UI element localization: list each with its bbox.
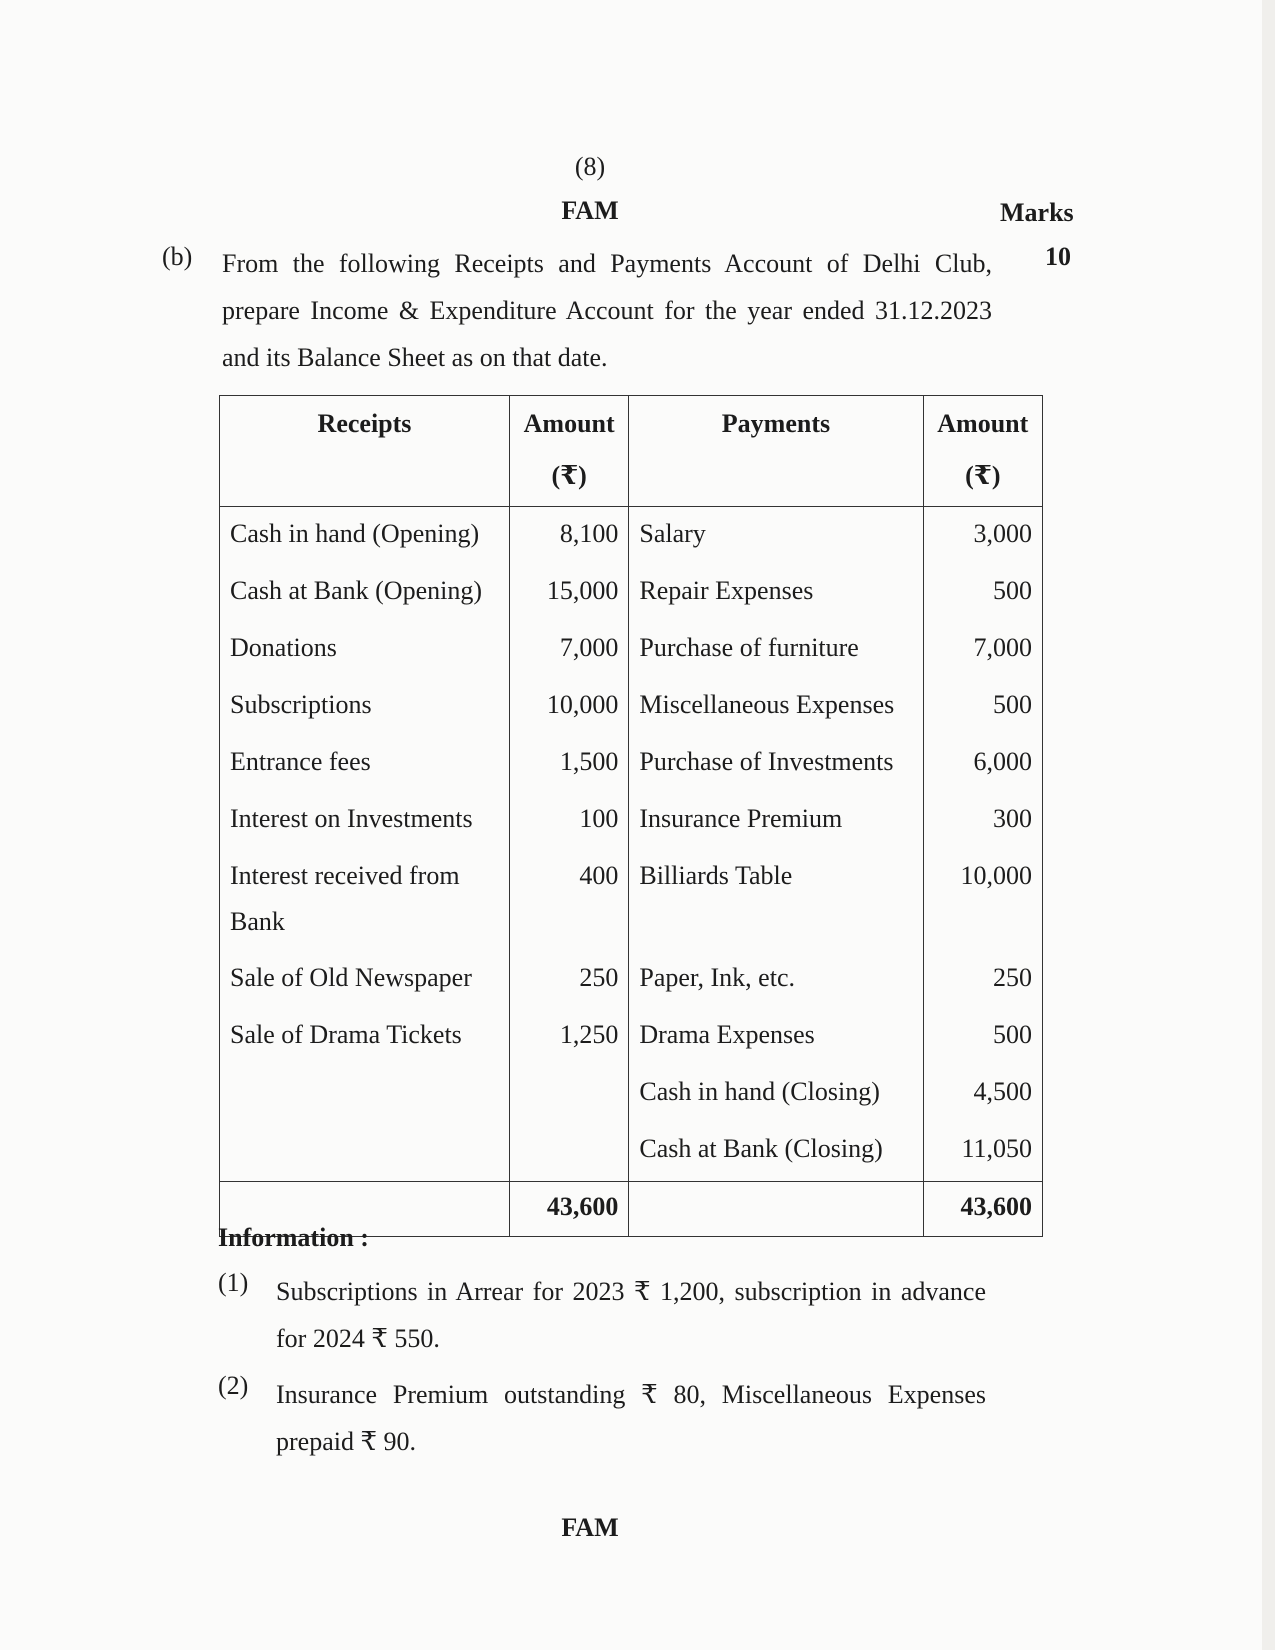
- receipts-amount-header: Amount (₹): [509, 396, 628, 507]
- payment-cell: Repair Expenses: [629, 566, 923, 623]
- table-row: [220, 1124, 1043, 1182]
- payment-amount-cell: 6,000: [923, 737, 1042, 794]
- payment-cell: Insurance Premium: [629, 794, 923, 851]
- payment-cell: Salary: [629, 507, 923, 567]
- receipt-amount-cell: 8,100: [509, 507, 628, 567]
- table-row: [220, 680, 1043, 737]
- table-row: [220, 737, 1043, 794]
- receipt-amount-cell: [509, 1124, 628, 1182]
- information-item: [218, 1268, 988, 1368]
- table-row: [220, 623, 1043, 680]
- table-row: [220, 1067, 1043, 1124]
- table-row: [220, 953, 1043, 1010]
- receipt-cell: Interest on Investments: [220, 794, 510, 851]
- receipt-amount-cell: 10,000: [509, 680, 628, 737]
- receipt-cell: Entrance fees: [220, 737, 510, 794]
- payments-total: 43,600: [923, 1182, 1042, 1237]
- information-item: [218, 1371, 988, 1471]
- page-number: (8): [574, 152, 606, 181]
- payment-amount-cell: 250: [923, 953, 1042, 1010]
- table-header-row: [220, 396, 1043, 507]
- question-marks: 10: [1045, 242, 1071, 271]
- question-label: (b): [162, 242, 193, 271]
- payment-cell: Paper, Ink, etc.: [629, 953, 923, 1010]
- table-row: [220, 794, 1043, 851]
- payment-amount-cell: 500: [923, 566, 1042, 623]
- payment-amount-cell: 300: [923, 794, 1042, 851]
- information-item-number: (2): [218, 1371, 249, 1400]
- payment-amount-cell: 10,000: [923, 851, 1042, 953]
- totals-blank-right: [629, 1182, 923, 1237]
- receipt-cell: Sale of Drama Tickets: [220, 1010, 510, 1067]
- information-item-text: Insurance Premium outstanding ₹ 80, Miscellaneous Expenses prepaid ₹ 90.: [276, 1380, 986, 1456]
- table-row: [220, 851, 1043, 953]
- payments-header: Payments: [629, 396, 923, 507]
- receipt-amount-cell: 7,000: [509, 623, 628, 680]
- receipt-cell: Sale of Old Newspaper: [220, 953, 510, 1010]
- receipts-total: 43,600: [509, 1182, 628, 1237]
- table-row: [220, 566, 1043, 623]
- marks-heading: Marks: [1000, 198, 1074, 227]
- payment-amount-cell: 7,000: [923, 623, 1042, 680]
- information-heading: Information :: [218, 1223, 369, 1252]
- receipt-cell: Interest received from Bank: [220, 851, 510, 953]
- receipt-amount-cell: 15,000: [509, 566, 628, 623]
- receipt-cell: Cash at Bank (Opening): [220, 566, 510, 623]
- receipt-amount-cell: 1,500: [509, 737, 628, 794]
- payment-amount-cell: 11,050: [923, 1124, 1042, 1182]
- receipt-cell: Donations: [220, 623, 510, 680]
- payment-amount-cell: 500: [923, 1010, 1042, 1067]
- receipt-amount-cell: [509, 1067, 628, 1124]
- payment-amount-cell: 4,500: [923, 1067, 1042, 1124]
- receipts-payments-table: [219, 395, 1043, 1237]
- receipt-amount-cell: 100: [509, 794, 628, 851]
- payment-amount-cell: 500: [923, 680, 1042, 737]
- receipt-amount-cell: 1,250: [509, 1010, 628, 1067]
- receipt-amount-cell: 250: [509, 953, 628, 1010]
- payment-cell: Drama Expenses: [629, 1010, 923, 1067]
- receipts-header: Receipts: [220, 396, 510, 507]
- payment-cell: Billiards Table: [629, 851, 923, 953]
- information-item-text: Subscriptions in Arrear for 2023 ₹ 1,200, subscription in advance for 2024 ₹ 550.: [276, 1277, 986, 1353]
- payment-cell: Cash in hand (Closing): [629, 1067, 923, 1124]
- information-item-number: (1): [218, 1268, 249, 1297]
- payments-amount-header: Amount (₹): [923, 396, 1042, 507]
- receipt-cell: [220, 1067, 510, 1124]
- header-paper-code: FAM: [561, 196, 619, 225]
- payment-cell: Cash at Bank (Closing): [629, 1124, 923, 1182]
- receipt-cell: Cash in hand (Opening): [220, 507, 510, 567]
- table-row: [220, 507, 1043, 567]
- payment-cell: Purchase of furniture: [629, 623, 923, 680]
- table-row: [220, 1010, 1043, 1067]
- payment-cell: Purchase of Investments: [629, 737, 923, 794]
- receipt-cell: [220, 1124, 510, 1182]
- scan-edge: [1262, 0, 1275, 1650]
- receipt-amount-cell: 400: [509, 851, 628, 953]
- question-text: From the following Receipts and Payments Account of Delhi Club, prepare Income & Expenditure Account for the year ended 31.12.2023 and its Balance Sheet as on that date.: [222, 249, 992, 372]
- payment-cell: Miscellaneous Expenses: [629, 680, 923, 737]
- footer-paper-code: FAM: [561, 1513, 619, 1542]
- receipt-cell: Subscriptions: [220, 680, 510, 737]
- payment-amount-cell: 3,000: [923, 507, 1042, 567]
